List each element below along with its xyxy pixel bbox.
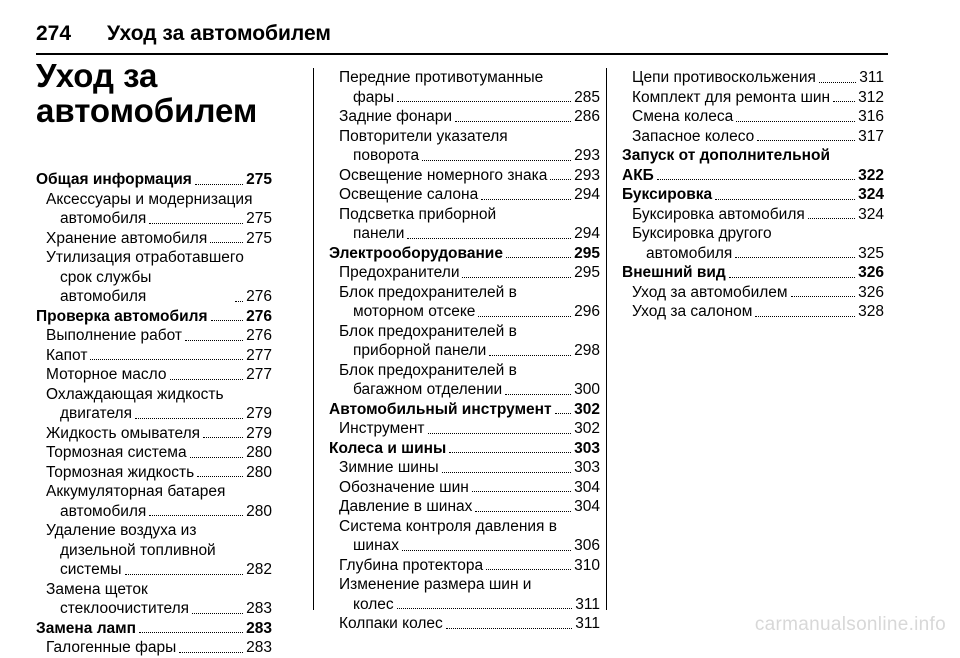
leader-dots (422, 160, 571, 161)
toc-page-number: 296 (574, 303, 600, 320)
toc-entry[interactable] (329, 68, 600, 107)
toc-entry-label: Давление в шинах (339, 498, 473, 515)
column-divider (606, 68, 607, 610)
leader-dots (179, 652, 243, 653)
leader-dots (428, 433, 572, 434)
toc-entry-label: Повторители указателя (339, 127, 508, 145)
toc-entry[interactable] (329, 185, 600, 205)
toc-entry[interactable] (622, 302, 884, 322)
toc-entry-label: Запасное колесо (632, 127, 755, 145)
toc-entry[interactable] (36, 346, 272, 366)
toc-entry-label: Задние фонари (339, 108, 453, 125)
toc-page-number: 283 (246, 639, 272, 656)
toc-entry-label: Аксессуары и модернизация (46, 190, 253, 208)
toc-entry-label: Предохранители (339, 264, 460, 281)
toc-entry[interactable] (329, 614, 600, 634)
toc-section[interactable] (622, 263, 884, 283)
toc-entry-label: Блок предохранителей в (339, 283, 517, 301)
toc-page-number: 304 (574, 478, 600, 496)
leader-dots (757, 140, 855, 141)
toc-entry[interactable] (329, 478, 600, 498)
leader-dots (190, 457, 244, 458)
toc-entry[interactable] (329, 263, 600, 283)
toc-section[interactable] (329, 439, 600, 459)
leader-dots (407, 238, 571, 239)
leader-dots (446, 628, 573, 629)
toc-page-number: 316 (858, 108, 884, 125)
leader-dots (235, 301, 243, 302)
toc-entry-label: Система контроля давления в (339, 517, 557, 535)
leader-dots (195, 184, 243, 185)
chapter-title: Уход за автомобилем (36, 57, 258, 129)
toc-entry[interactable] (622, 205, 884, 225)
toc-entry-label: Хранение автомобиля (46, 229, 208, 247)
toc-entry-label: Электрооборудование (329, 244, 503, 262)
toc-entry-label: Инструмент (339, 420, 425, 437)
toc-entry[interactable] (622, 224, 884, 263)
toc-entry-label-cont: стеклоочистителя (60, 600, 190, 617)
leader-dots (833, 101, 855, 102)
toc-entry[interactable] (622, 68, 884, 88)
toc-entry[interactable] (329, 556, 600, 576)
toc-entry-label: Смена колеса (632, 108, 734, 125)
toc-page-number: 324 (858, 205, 884, 223)
leader-dots (135, 418, 243, 419)
toc-page-number: 280 (246, 463, 272, 481)
toc-entry-label: Внешний вид (622, 264, 726, 281)
toc-entry[interactable] (329, 166, 600, 186)
toc-entry-label-cont: панели (353, 225, 405, 242)
toc-entry-label-cont: колес (353, 595, 394, 613)
toc-entry[interactable] (36, 190, 272, 229)
leader-dots (455, 121, 571, 122)
leader-dots (149, 515, 243, 516)
toc-entry-label: Замена щеток (46, 580, 148, 598)
toc-entry-label: Замена ламп (36, 619, 137, 637)
leader-dots (489, 355, 571, 356)
toc-page-number: 285 (574, 88, 600, 106)
leader-dots (555, 413, 571, 414)
toc-page-number: 295 (574, 244, 600, 262)
toc-section[interactable] (36, 170, 272, 190)
toc-page-number: 282 (246, 561, 272, 578)
toc-column-2 (329, 68, 600, 634)
toc-section[interactable] (36, 307, 272, 327)
toc-page-number: 276 (246, 288, 272, 305)
toc-entry[interactable] (36, 248, 272, 307)
toc-page-number: 275 (246, 210, 272, 227)
toc-entry-label: Запуск от дополнительной (622, 147, 831, 164)
toc-page-number: 304 (574, 498, 600, 515)
leader-dots (736, 121, 855, 122)
running-title: Уход за автомобилем (107, 22, 331, 45)
toc-entry-label: Аккумуляторная батарея (46, 483, 226, 500)
toc-entry-label: Автомобильный инструмент (329, 400, 552, 418)
toc-entry-label: Тормозная система (46, 444, 187, 461)
toc-entry[interactable] (36, 365, 272, 385)
toc-entry[interactable] (329, 361, 600, 400)
toc-entry-label: Удаление воздуха из (46, 522, 197, 539)
toc-page-number: 325 (858, 244, 884, 262)
toc-entry-label: Буксировка другого (632, 225, 772, 242)
toc-entry-label-cont: автомобиля (60, 502, 147, 520)
toc-entry-label-cont: системы (60, 561, 122, 578)
toc-entry[interactable] (329, 107, 600, 127)
toc-section[interactable] (36, 619, 272, 639)
toc-section[interactable] (329, 400, 600, 420)
toc-entry-label: Освещение салона (339, 186, 479, 203)
toc-page-number: 317 (858, 127, 884, 145)
toc-entry-label: Колпаки колес (339, 615, 443, 632)
leader-dots (715, 199, 855, 200)
toc-entry[interactable] (36, 326, 272, 346)
toc-entry-label-cont: АКБ (622, 166, 654, 184)
toc-entry[interactable] (36, 482, 272, 521)
toc-page-number: 322 (858, 166, 884, 184)
leader-dots (550, 179, 571, 180)
toc-entry-label: Утилизация отработавшего (46, 249, 244, 266)
toc-page-number: 298 (574, 342, 600, 359)
toc-entry[interactable] (329, 283, 600, 322)
toc-entry-label-cont: поворота (353, 147, 420, 164)
leader-dots (505, 394, 571, 395)
leader-dots (478, 316, 571, 317)
toc-entry-label: Освещение номерного знака (339, 166, 548, 184)
leader-dots (192, 613, 243, 614)
toc-entry[interactable] (36, 638, 272, 658)
column-divider (313, 68, 314, 610)
toc-page-number: 324 (858, 186, 884, 203)
toc-entry[interactable] (329, 458, 600, 478)
toc-page-number: 312 (858, 88, 884, 106)
leader-dots (735, 257, 855, 258)
leader-dots (90, 359, 243, 360)
leader-dots (449, 452, 571, 453)
toc-section[interactable] (622, 146, 884, 185)
toc-page-number: 279 (246, 405, 272, 422)
page-number: 274 (36, 22, 72, 45)
toc-page-number: 295 (574, 264, 600, 281)
toc-entry-label: Глубина протектора (339, 556, 484, 574)
toc-page-number: 280 (246, 444, 272, 461)
leader-dots (397, 101, 571, 102)
toc-entry-label: Подсветка приборной (339, 205, 497, 223)
toc-entry[interactable] (36, 385, 272, 424)
toc-entry-label: Выполнение работ (46, 327, 183, 344)
leader-dots (211, 320, 244, 321)
leader-dots (481, 199, 571, 200)
toc-page-number: 311 (859, 69, 884, 86)
toc-entry-label: Буксировка автомобиля (632, 205, 805, 223)
toc-entry[interactable] (329, 517, 600, 556)
leader-dots (442, 472, 572, 473)
toc-page-number: 275 (246, 229, 272, 247)
toc-page-number: 300 (574, 381, 600, 398)
toc-page-number: 326 (858, 264, 884, 281)
toc-page-number: 302 (574, 420, 600, 437)
toc-page-number: 293 (574, 166, 600, 184)
toc-entry[interactable] (329, 575, 600, 614)
toc-page-number: 277 (246, 346, 272, 364)
leader-dots (486, 569, 571, 570)
leader-dots (125, 574, 244, 575)
toc-page-number: 293 (574, 147, 600, 164)
toc-entry-label-cont: багажном отделении (353, 381, 503, 398)
toc-page-number: 276 (246, 327, 272, 344)
leader-dots (197, 476, 243, 477)
toc-page-number: 303 (574, 439, 600, 457)
leader-dots (475, 511, 571, 512)
toc-entry-label: Обозначение шин (339, 478, 469, 496)
leader-dots (397, 608, 573, 609)
leader-dots (506, 257, 571, 258)
toc-page-number: 303 (574, 459, 600, 476)
toc-entry-label: Комплект для ремонта шин (632, 88, 831, 106)
toc-page-number: 280 (246, 502, 272, 520)
toc-entry-label: Проверка автомобиля (36, 307, 208, 325)
header-rule (36, 53, 888, 55)
toc-page-number: 326 (858, 283, 884, 301)
leader-dots (819, 82, 856, 83)
toc-entry-label-cont: моторном отсеке (353, 303, 476, 320)
toc-entry-label: Блок предохранителей в (339, 322, 517, 340)
leader-dots (657, 179, 855, 180)
page-header (36, 20, 886, 50)
toc-entry-label: Моторное масло (46, 366, 167, 383)
toc-entry[interactable] (329, 127, 600, 166)
toc-entry[interactable] (329, 497, 600, 517)
toc-entry[interactable] (329, 205, 600, 244)
toc-page-number: 311 (575, 615, 600, 632)
toc-entry-label-cont: автомобиля (60, 210, 147, 227)
toc-page-number: 283 (246, 619, 272, 637)
toc-page-number: 286 (574, 108, 600, 125)
toc-entry-label: Колеса и шины (329, 439, 447, 457)
toc-entry-label-cont: приборной панели (353, 342, 487, 359)
toc-page-number: 275 (246, 171, 272, 188)
toc-entry-label: Капот (46, 346, 88, 364)
toc-entry-label: Жидкость омывателя (46, 424, 201, 442)
leader-dots (462, 277, 571, 278)
toc-entry-label: Изменение размера шин и (339, 576, 532, 593)
toc-entry[interactable] (622, 107, 884, 127)
toc-entry[interactable] (36, 229, 272, 249)
toc-entry[interactable] (36, 580, 272, 619)
leader-dots (402, 550, 571, 551)
leader-dots (185, 340, 243, 341)
toc-entry[interactable] (36, 424, 272, 444)
toc-entry-label: Общая информация (36, 171, 192, 188)
leader-dots (791, 296, 856, 297)
toc-page-number: 328 (858, 303, 884, 320)
toc-column-1 (36, 170, 272, 658)
toc-entry[interactable] (622, 283, 884, 303)
toc-entry[interactable] (36, 443, 272, 463)
toc-page-number: 283 (246, 600, 272, 617)
leader-dots (210, 242, 243, 243)
leader-dots (203, 437, 243, 438)
toc-page-number: 277 (246, 366, 272, 383)
leader-dots (170, 379, 244, 380)
toc-page-number: 302 (574, 400, 600, 418)
leader-dots (149, 223, 243, 224)
toc-entry[interactable] (36, 521, 272, 580)
toc-section[interactable] (329, 244, 600, 264)
toc-entry-label: Тормозная жидкость (46, 463, 195, 481)
toc-entry-label-cont: двигателя (60, 405, 132, 422)
leader-dots (729, 277, 855, 278)
toc-entry-label-cont: шинах (353, 537, 400, 554)
leader-dots (808, 218, 855, 219)
toc-entry-label: Блок предохранителей в (339, 361, 517, 379)
toc-entry-label-cont: срок службы автомобиля (60, 268, 152, 305)
toc-entry[interactable] (622, 88, 884, 108)
toc-section[interactable] (622, 185, 884, 205)
toc-page-number: 279 (246, 424, 272, 442)
toc-page-number: 294 (574, 186, 600, 203)
toc-entry-label: Буксировка (622, 186, 713, 203)
toc-entry-label: Уход за автомобилем (632, 283, 788, 301)
toc-page-number: 310 (574, 556, 600, 574)
toc-entry-label-cont: фары (353, 88, 395, 106)
toc-entry[interactable] (622, 127, 884, 147)
leader-dots (139, 632, 243, 633)
toc-entry-label: Зимние шины (339, 459, 439, 476)
toc-entry-label-cont: дизельной топливной (60, 541, 216, 559)
toc-entry-label-cont: автомобиля (646, 244, 733, 262)
toc-page-number: 311 (575, 595, 600, 613)
toc-entry[interactable] (329, 419, 600, 439)
toc-entry-label: Передние противотуманные (339, 69, 544, 86)
toc-entry-label: Охлаждающая жидкость (46, 385, 224, 403)
toc-entry[interactable] (329, 322, 600, 361)
leader-dots (755, 316, 855, 317)
toc-entry-label: Галогенные фары (46, 639, 177, 656)
toc-page-number: 294 (574, 225, 600, 242)
toc-page-number: 306 (574, 537, 600, 554)
toc-entry-label: Уход за салоном (632, 303, 753, 320)
leader-dots (472, 491, 571, 492)
toc-entry[interactable] (36, 463, 272, 483)
toc-column-3 (622, 68, 884, 322)
toc-page-number: 276 (246, 307, 272, 325)
toc-entry-label: Цепи противоскольжения (632, 69, 816, 86)
watermark: carmanualsonline.info (754, 614, 946, 635)
